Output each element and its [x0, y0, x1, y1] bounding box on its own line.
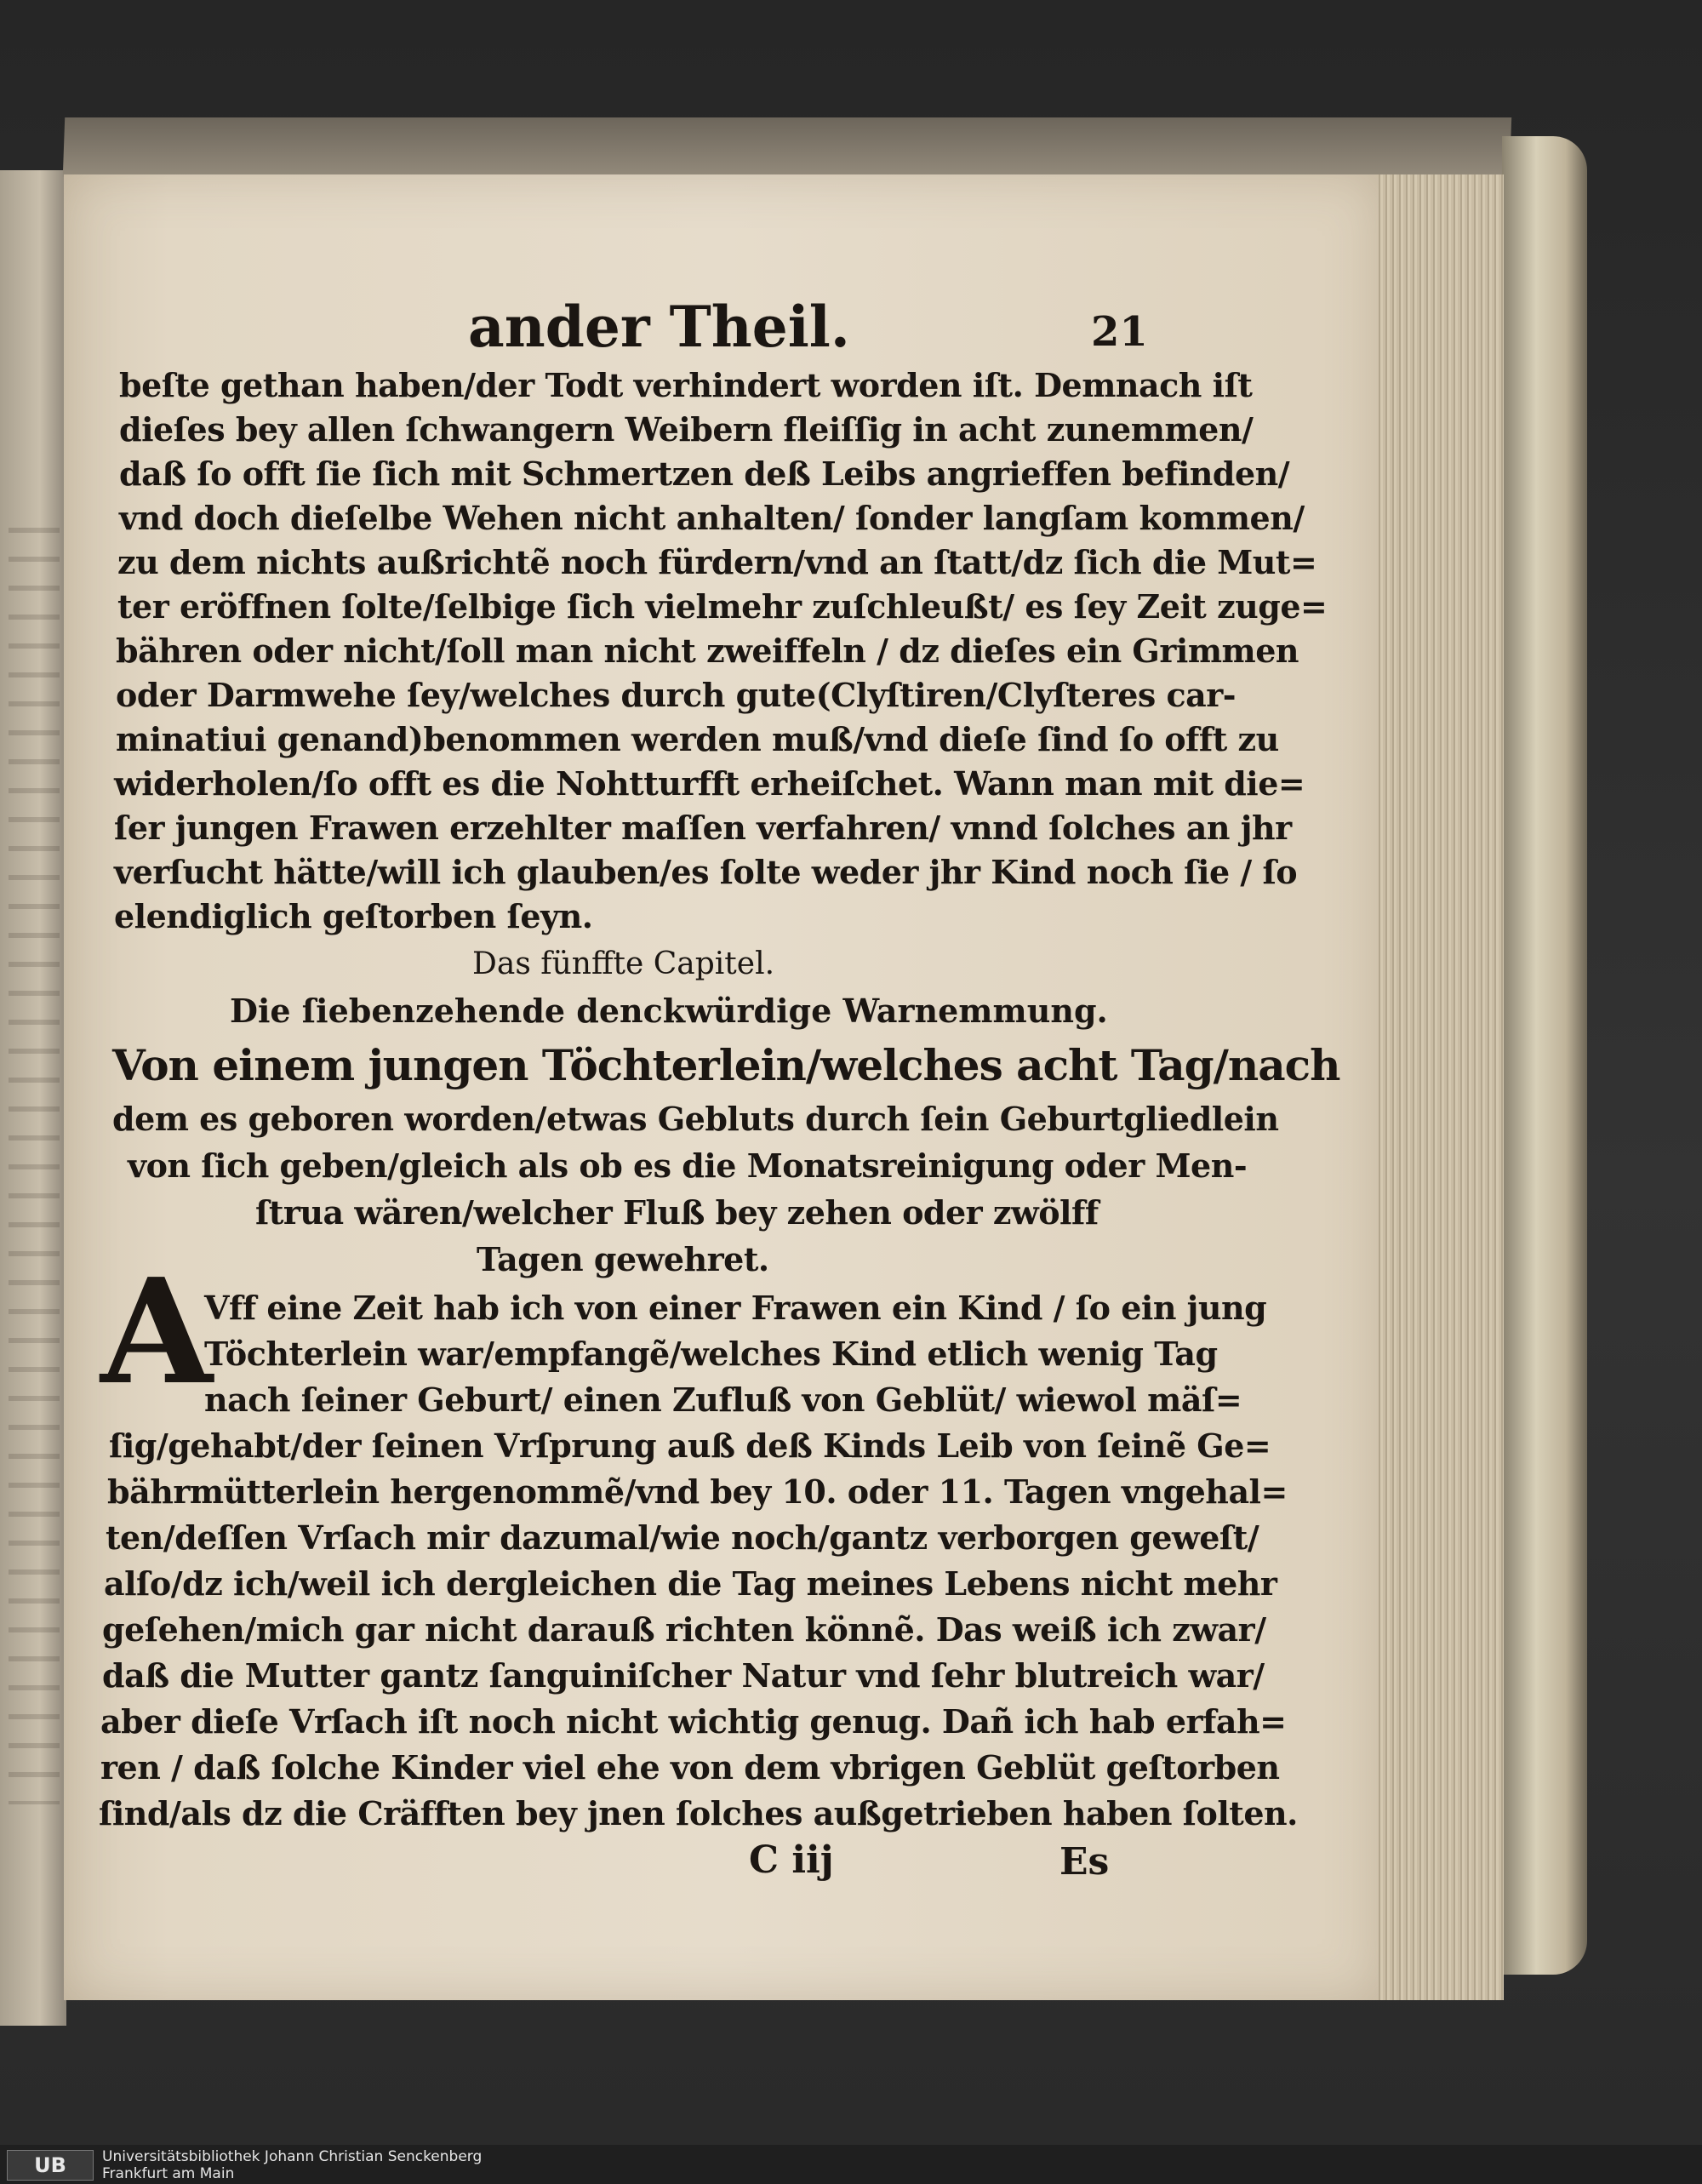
text-line: verſucht hätte/will ich glauben/es ſolte weder jhr Kind noch ſie / ſo: [114, 853, 1298, 891]
text-line: aber dieſe Vrſach iſt noch nicht wichtig genug. Dañ ich hab erfah=: [100, 1702, 1287, 1741]
text-line: widerholen/ſo offt es die Nohtturfft erheiſchet. Wann man mit die=: [114, 764, 1305, 803]
page-number: 21: [1091, 308, 1148, 356]
text-line: dieſes bey allen ſchwangern Weibern fleiſſig in acht zunemmen/: [119, 410, 1254, 449]
drop-cap-initial: A: [100, 1247, 213, 1417]
text-line: ſer jungen Frawen erzehlter maſſen verfahren/ vnnd ſolches an jhr: [114, 809, 1292, 847]
text-line: ter eröffnen ſolte/ſelbige ſich vielmehr zuſchleußt/ es ſey Zeit zuge=: [117, 587, 1328, 626]
text-line: ren / daß ſolche Kinder viel ehe von dem vbrigen Geblüt geſtorben: [100, 1748, 1280, 1787]
text-line: elendiglich geſtorben ſeyn.: [114, 897, 593, 935]
text-line: vnd doch dieſelbe Wehen nicht anhalten/ ſonder langſam kommen/: [119, 499, 1305, 537]
text-line: minatiui genand)benommen werden muß/vnd dieſe ſind ſo offt zu: [116, 720, 1279, 758]
text-line: oder Darmwehe ſey/welches durch gute(Clyſtiren/Clyſteres car-: [116, 676, 1237, 714]
book-cover-spine: [1502, 136, 1587, 1975]
book-top-edge: [63, 117, 1511, 177]
title-line: Von einem jungen Töchterlein/welches acht Tag/nach: [112, 1040, 1340, 1090]
text-line: ſind/als dz die Cräfften bey jnen ſolches außgetrieben haben ſolten.: [99, 1794, 1298, 1832]
text-line: zu dem nichts außrichtẽ noch fürdern/vnd an ſtatt/dz ſich die Mut=: [117, 543, 1317, 581]
text-line: daß ſo offt ſie ſich mit Schmertzen deß Leibs angrieffen befinden/: [119, 455, 1290, 493]
text-line: ten/deſſen Vrſach mir dazumal/wie noch/gantz verborgen geweſt/: [106, 1518, 1259, 1557]
catchword: Es: [1059, 1840, 1110, 1884]
observation-heading: Die ſiebenzehende denckwürdige Warnemmung.: [230, 992, 1108, 1030]
text-line: Vff eine Zeit hab ich von einer Frawen ein Kind / ſo ein jung: [204, 1289, 1267, 1327]
text-line: alſo/dz ich/weil ich dergleichen die Tag meines Lebens nicht mehr: [104, 1564, 1277, 1603]
title-line: ſtrua wären/welcher Fluß bey zehen oder zwölff: [255, 1193, 1099, 1232]
facing-page-edge: [0, 170, 66, 2026]
title-line: von ſich geben/gleich als ob es die Monatsreinigung oder Men-: [128, 1146, 1248, 1185]
page-edges: [1374, 174, 1504, 2000]
library-name[interactable]: [102, 2148, 482, 2182]
text-line: Töchterlein war/empfangẽ/welches Kind etlich wenig Tag: [204, 1335, 1218, 1373]
text-line: daß die Mutter gantz ſanguiniſcher Natur vnd ſehr blutreich war/: [102, 1656, 1265, 1695]
text-line: nach ſeiner Geburt/ einen Zufluß von Geblüt/ wiewol mäſ=: [204, 1381, 1242, 1419]
library-name-line1: Universitätsbibliothek Johann Christian Senckenberg: [102, 2148, 483, 2165]
library-logo[interactable]: UB: [7, 2150, 94, 2181]
title-line: dem es geboren worden/etwas Gebluts durch ſein Geburtgliedlein: [112, 1100, 1279, 1138]
facing-page-text-traces: [9, 528, 60, 1804]
library-name-line2: Frankfurt am Main: [102, 2165, 235, 2182]
running-header: ander Theil.: [468, 294, 850, 360]
title-line: Tagen gewehret.: [477, 1240, 769, 1278]
text-line: bähren oder nicht/ſoll man nicht zweiffeln / dz dieſes ein Grimmen: [116, 632, 1299, 670]
text-line: beſte gethan haben/der Todt verhindert worden iſt. Demnach iſt: [119, 366, 1253, 404]
chapter-heading: Das fünffte Capitel.: [472, 946, 775, 981]
signature-mark: C iij: [749, 1838, 834, 1882]
text-line: geſehen/mich gar nicht darauß richten könnẽ. Das weiß ich zwar/: [102, 1610, 1266, 1649]
text-line: bährmütterlein hergenommẽ/vnd bey 10. oder 11. Tagen vngehal=: [107, 1472, 1288, 1511]
text-line: ſig/gehabt/der ſeinen Vrſprung auß deß Kinds Leib von ſeinẽ Ge=: [109, 1426, 1271, 1465]
